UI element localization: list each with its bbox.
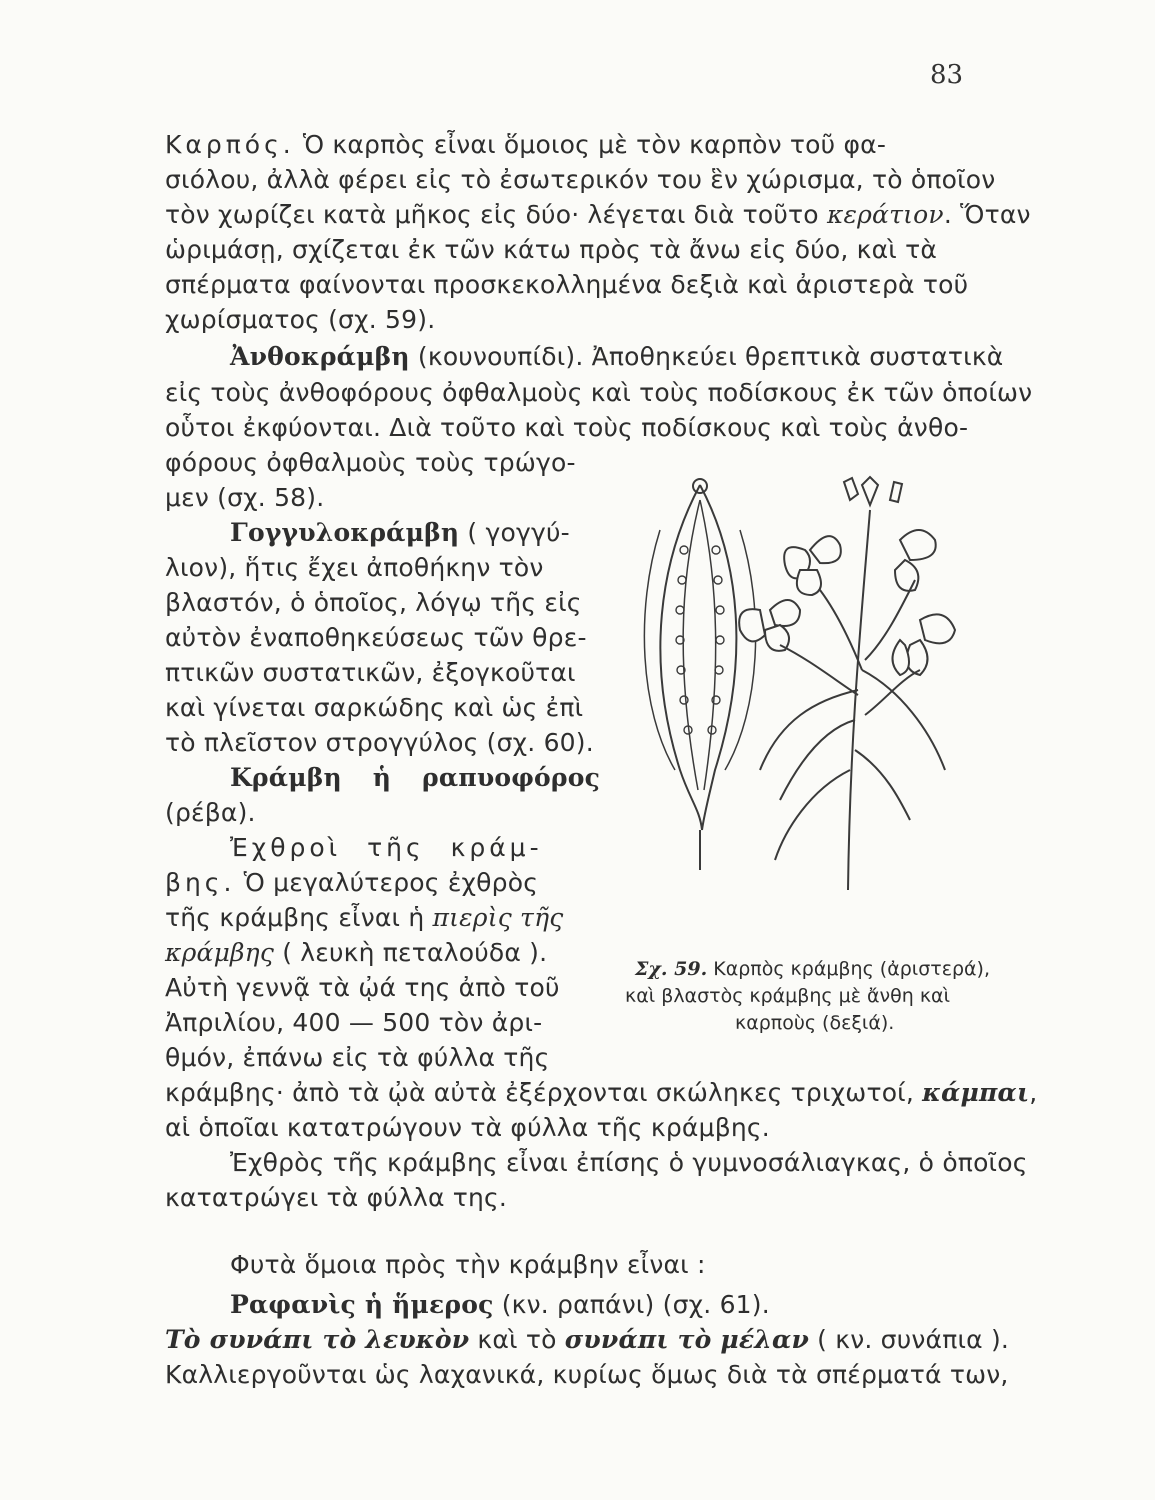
term-sinapi-leukon: Τὸ συνάπι τὸ λευκὸν	[165, 1325, 470, 1354]
term-gongylokramvi: Γογγυλοκράμβη	[230, 518, 460, 547]
rafanis-line	[230, 1290, 770, 1320]
term-kramvi-rapyofora: Κράμβη ἡ ραπυοφόρος	[230, 763, 601, 792]
gongylokramvi-line-3: βλαστόν, ὁ ὁποῖος, λόγῳ τῆς εἰς	[165, 588, 582, 617]
echthroi-line-2	[165, 868, 538, 898]
echthroi-text-4: ( λευκὴ πεταλούδα ).	[274, 938, 548, 967]
karpos-line-5: σπέρματα φαίνονται προσκεκολλημένα δεξιὰ καὶ ἀριστερὰ τοῦ	[165, 270, 969, 299]
echthroi-line-6: Ἀπριλίου, 400 — 500 τὸν ἀρι-	[165, 1008, 543, 1037]
gongylokramvi-line-1	[230, 518, 570, 548]
gongylokramvi-line-2: λιον), ἥτις ἔχει ἀποθήκην τὸν	[165, 553, 544, 582]
echthroi-line-4	[165, 938, 547, 968]
echthroi-text-3: τῆς κράμβης εἶναι ἡ	[165, 903, 433, 932]
echthroi-line-8	[165, 1078, 1037, 1108]
echthroi-line-5: Αὐτὴ γεννᾷ τὰ ᾠά της ἀπὸ τοῦ	[165, 973, 560, 1002]
term-kampai: κάμπαι	[922, 1078, 1030, 1107]
karpos-line-2: σιόλου, ἀλλὰ φέρει εἰς τὸ ἐσωτερικόν του ἓν χώρισμα, τὸ ὁποῖον	[165, 165, 996, 194]
gongylokramvi-text-1: ( γογγύ-	[459, 518, 570, 547]
gongylokramvi-line-5: πτικῶν συστατικῶν, ἐξογκοῦται	[165, 658, 576, 687]
sinapi-mid: καὶ τὸ	[469, 1325, 565, 1354]
figure-label: Σχ. 59.	[635, 958, 708, 980]
cabbage-flowering-stem-drawing	[739, 477, 955, 890]
echthroi-line-9: αἱ ὁποῖαι κατατρώγουν τὰ φύλλα τῆς κράμβης.	[165, 1113, 770, 1142]
figure-caption-text-1: Καρπὸς κράμβης (ἀριστερά),	[707, 958, 991, 980]
karpos-text-3a: τὸν χωρίζει κατὰ μῆκος εἰς δύο· λέγεται διὰ τοῦτο	[165, 200, 827, 229]
karpos-line-3	[165, 200, 1031, 230]
similar-intro: Φυτὰ ὅμοια πρὸς τὴν κράμβην εἶναι :	[230, 1250, 706, 1279]
karpos-line-1	[165, 130, 886, 160]
term-pieris: πιερὶς τῆς	[432, 903, 564, 932]
rafanis-text: (κν. ραπάνι) (σχ. 61).	[493, 1290, 770, 1319]
term-rafanis: Ραφανὶς ἡ ἥμερος	[230, 1290, 494, 1319]
echthroi-text-8b: ,	[1029, 1078, 1038, 1107]
term-kramvis: κράμβης	[165, 938, 275, 967]
sinapi-line	[165, 1325, 1009, 1355]
karpos-text-1: Ὁ καρπὸς εἶναι ὅμοιος μὲ τὸν καρπὸν τοῦ φα-	[294, 130, 887, 159]
page-number: 83	[930, 60, 964, 90]
last-line: Καλλιεργοῦνται ὡς λαχανικά, κυρίως ὅμως διὰ τὰ σπέρματά των,	[165, 1360, 1009, 1389]
rapanofora-line-1: (ρέβα).	[165, 798, 256, 827]
sinapi-text: ( κν. συνάπια ).	[809, 1325, 1010, 1354]
gongylokramvi-line-4: αὐτὸν ἐναποθηκεύσεως τῶν θρε-	[165, 623, 587, 652]
echthroi-heading: Ἐχθροὶ τῆς κράμ-	[230, 833, 543, 862]
echthroi-text-8a: κράμβης· ἀπὸ τὰ ᾠὰ αὐτὰ ἐξέρχονται σκώληκες τριχωτοί,	[165, 1078, 923, 1107]
echthroi-heading-end: βης.	[165, 868, 236, 897]
karpos-line-4: ὡριμάσῃ, σχίζεται ἐκ τῶν κάτω πρὸς τὰ ἄνω εἰς δύο, καὶ τὰ	[165, 235, 937, 264]
anthokramvi-text-1: (κουνουπίδι). Ἀποθηκεύει θρεπτικὰ συστατικὰ	[409, 342, 1004, 371]
figure-caption-line-2: καὶ βλαστὸς κράμβης μὲ ἄνθη καὶ	[625, 985, 951, 1007]
anthokramvi-line-2: εἰς τοὺς ἀνθοφόρους ὀφθαλμοὺς καὶ τοὺς ποδίσκους ἐκ τῶν ὁποίων	[165, 378, 1033, 407]
term-anthokramvi: Ἀνθοκράμβη	[230, 342, 410, 371]
gymnosaliagkas-line-1: Ἐχθρὸς τῆς κράμβης εἶναι ἐπίσης ὁ γυμνοσάλιαγκας, ὁ ὁποῖος	[230, 1148, 1028, 1177]
figure-caption-line-3: καρποὺς (δεξιά).	[735, 1012, 895, 1034]
anthokramvi-line-1	[230, 342, 1003, 372]
anthokramvi-line-5: μεν (σχ. 58).	[165, 483, 325, 512]
term-sinapi-melan: συνάπι τὸ μέλαν	[564, 1325, 810, 1354]
karpos-text-3b: . Ὅταν	[943, 200, 1031, 229]
karpos-term: Καρπός.	[165, 130, 295, 159]
anthokramvi-line-4: φόρους ὀφθαλμοὺς τοὺς τρώγο-	[165, 448, 576, 477]
gongylokramvi-line-7: τὸ πλεῖστον στρογγύλος (σχ. 60).	[165, 728, 594, 757]
echthroi-line-7: θμόν, ἐπάνω εἰς τὰ φύλλα τῆς	[165, 1043, 550, 1072]
term-keration: κεράτιον	[826, 200, 944, 229]
karpos-line-6: χωρίσματος (σχ. 59).	[165, 305, 436, 334]
cabbage-fruit-pod-drawing	[644, 479, 755, 870]
echthroi-line-3	[165, 903, 563, 933]
anthokramvi-line-3: οὗτοι ἐκφύονται. Διὰ τοῦτο καὶ τοὺς ποδίσκους καὶ τοὺς ἀνθο-	[165, 413, 969, 442]
gymnosaliagkas-line-2: κατατρώγει τὰ φύλλα της.	[165, 1183, 508, 1212]
figure-59-illustration	[600, 470, 1020, 890]
figure-caption-line-1	[635, 957, 990, 981]
echthroi-text-2: Ὁ μεγαλύτερος ἐχθρὸς	[235, 868, 539, 897]
gongylokramvi-line-6: καὶ γίνεται σαρκώδης καὶ ὡς ἐπὶ	[165, 693, 584, 722]
